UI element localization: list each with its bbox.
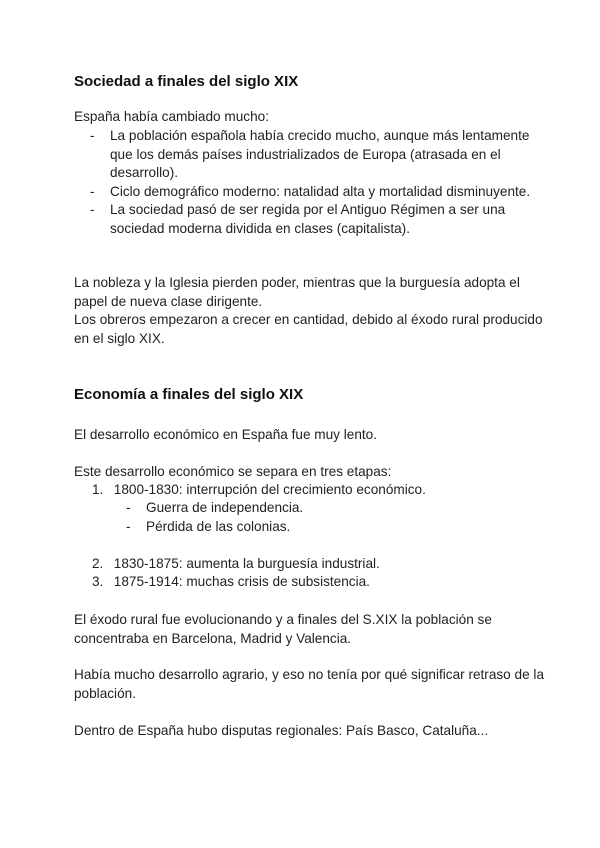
list-item-text: Guerra de independencia. — [146, 500, 304, 515]
list-item — [126, 499, 303, 518]
dash-marker: - — [126, 518, 131, 534]
stage-text: 1800-1830: interrupción del crecimiento económico. — [113, 482, 426, 497]
dash-marker: - — [90, 183, 95, 199]
list-item — [74, 127, 534, 183]
list-item — [74, 183, 534, 202]
stage-number: 1. — [92, 482, 104, 497]
dash-marker: - — [126, 500, 131, 515]
stage-number: 2. — [92, 556, 104, 571]
dash-marker: - — [90, 128, 95, 143]
list-item — [126, 518, 303, 537]
paragraph: Había mucho desarrollo agrario, y eso no tenía por qué significar retraso de la población. — [74, 667, 544, 701]
list-item — [74, 201, 534, 238]
list-item-text: La sociedad pasó de ser regida por el Antiguo Régimen a ser una sociedad moderna dividida en clases (capitalista). — [110, 202, 506, 236]
paragraph: El desarrollo económico en España fue muy lento. — [74, 427, 378, 442]
sub-bullet-list — [126, 499, 303, 536]
dash-marker: - — [90, 202, 95, 217]
stage-item — [92, 573, 532, 592]
stage-text: 1875-1914: muchas crisis de subsistencia. — [113, 574, 370, 589]
stage-text: 1830-1875: aumenta la burguesía industrial. — [113, 556, 380, 571]
list-item-text: Pérdida de las colonias. — [146, 518, 291, 534]
intro-text: España había cambiado mucho: — [74, 109, 269, 124]
stage-item — [92, 555, 532, 574]
paragraph: Este desarrollo económico se separa en tres etapas: — [74, 464, 392, 479]
list-item-text: Ciclo demográfico moderno: natalidad alta y mortalidad disminuyente. — [110, 183, 531, 199]
section-heading-economia: Economía a finales del siglo XIX — [74, 386, 304, 403]
paragraph: Dentro de España hubo disputas regionales: País Basco, Cataluña... — [74, 723, 489, 738]
paragraph: Los obreros empezaron a crecer en cantidad, debido al éxodo rural producido en el siglo XIX. — [74, 312, 543, 346]
section-heading-sociedad: Sociedad a finales del siglo XIX — [74, 73, 299, 90]
bullet-list — [74, 127, 534, 238]
paragraph: El éxodo rural fue evolucionando y a finales del S.XIX la población se concentraba en Barcelona, Madrid y Valencia. — [74, 612, 492, 646]
list-item-text: La población española había crecido mucho, aunque más lentamente que los demás países industrializados de Europa (atrasada en el desarrollo). — [110, 128, 530, 180]
stage-item — [92, 481, 532, 500]
paragraph: La nobleza y la Iglesia pierden poder, mientras que la burguesía adopta el papel de nueva clase dirigente. — [74, 275, 520, 309]
stage-number: 3. — [92, 574, 104, 589]
